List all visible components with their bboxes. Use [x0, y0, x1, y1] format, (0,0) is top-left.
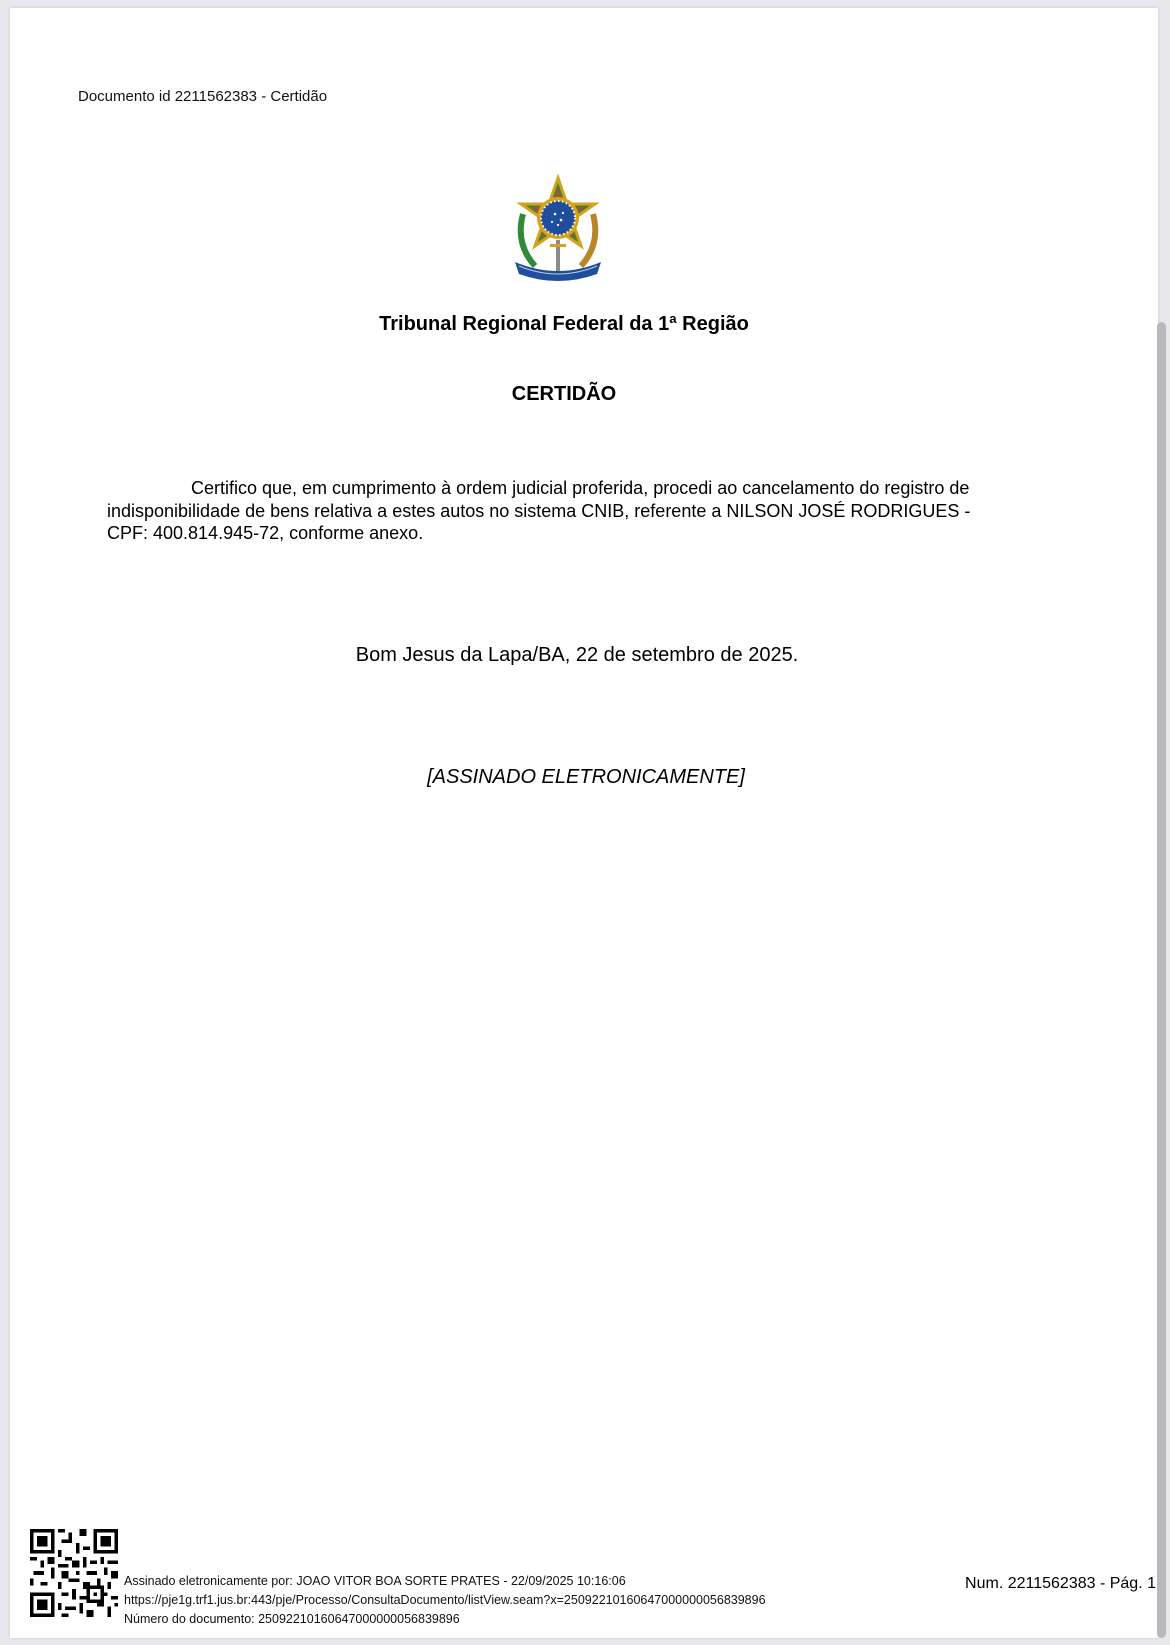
- court-name: Tribunal Regional Federal da 1ª Região: [379, 313, 749, 335]
- signature-footer: [124, 1572, 766, 1629]
- electronic-signature-note: [ASSINADO ELETRONICAMENTE]: [427, 766, 745, 788]
- page-number-label: Num. 2211562383 - Pág. 1: [965, 1575, 1156, 1592]
- document-page: [10, 8, 1158, 1638]
- document-title: CERTIDÃO: [511, 383, 617, 405]
- document-url-line[interactable]: https://pje1g.trf1.jus.br:443/pje/Processo/ConsultaDocumento/listView.seam?x=25092210160647000000056839896: [124, 1593, 766, 1607]
- document-id-header: Documento id 2211562383 - Certidão: [78, 88, 328, 105]
- certificate-body: Certifico que, em cumprimento à ordem judicial proferida, procedi ao cancelamento do registro de indisponibilidade de bens relativa a estes autos no sistema CNIB, referente a NILSON JOSÉ RODRIGUES - CPF: 400.814.945-72, conforme anexo.: [107, 478, 971, 543]
- brazil-coat-of-arms-icon: [505, 174, 611, 286]
- signed-by-line: Assinado eletronicamente por: JOAO VITOR BOA SORTE PRATES - 22/09/2025 10:16:06: [124, 1574, 626, 1588]
- document-number-line: Número do documento: 25092210160647000000056839896: [124, 1612, 460, 1626]
- place-and-date: Bom Jesus da Lapa/BA, 22 de setembro de 2025.: [355, 644, 799, 666]
- qr-code-icon: [30, 1529, 118, 1617]
- vertical-scrollbar[interactable]: [1157, 322, 1166, 1638]
